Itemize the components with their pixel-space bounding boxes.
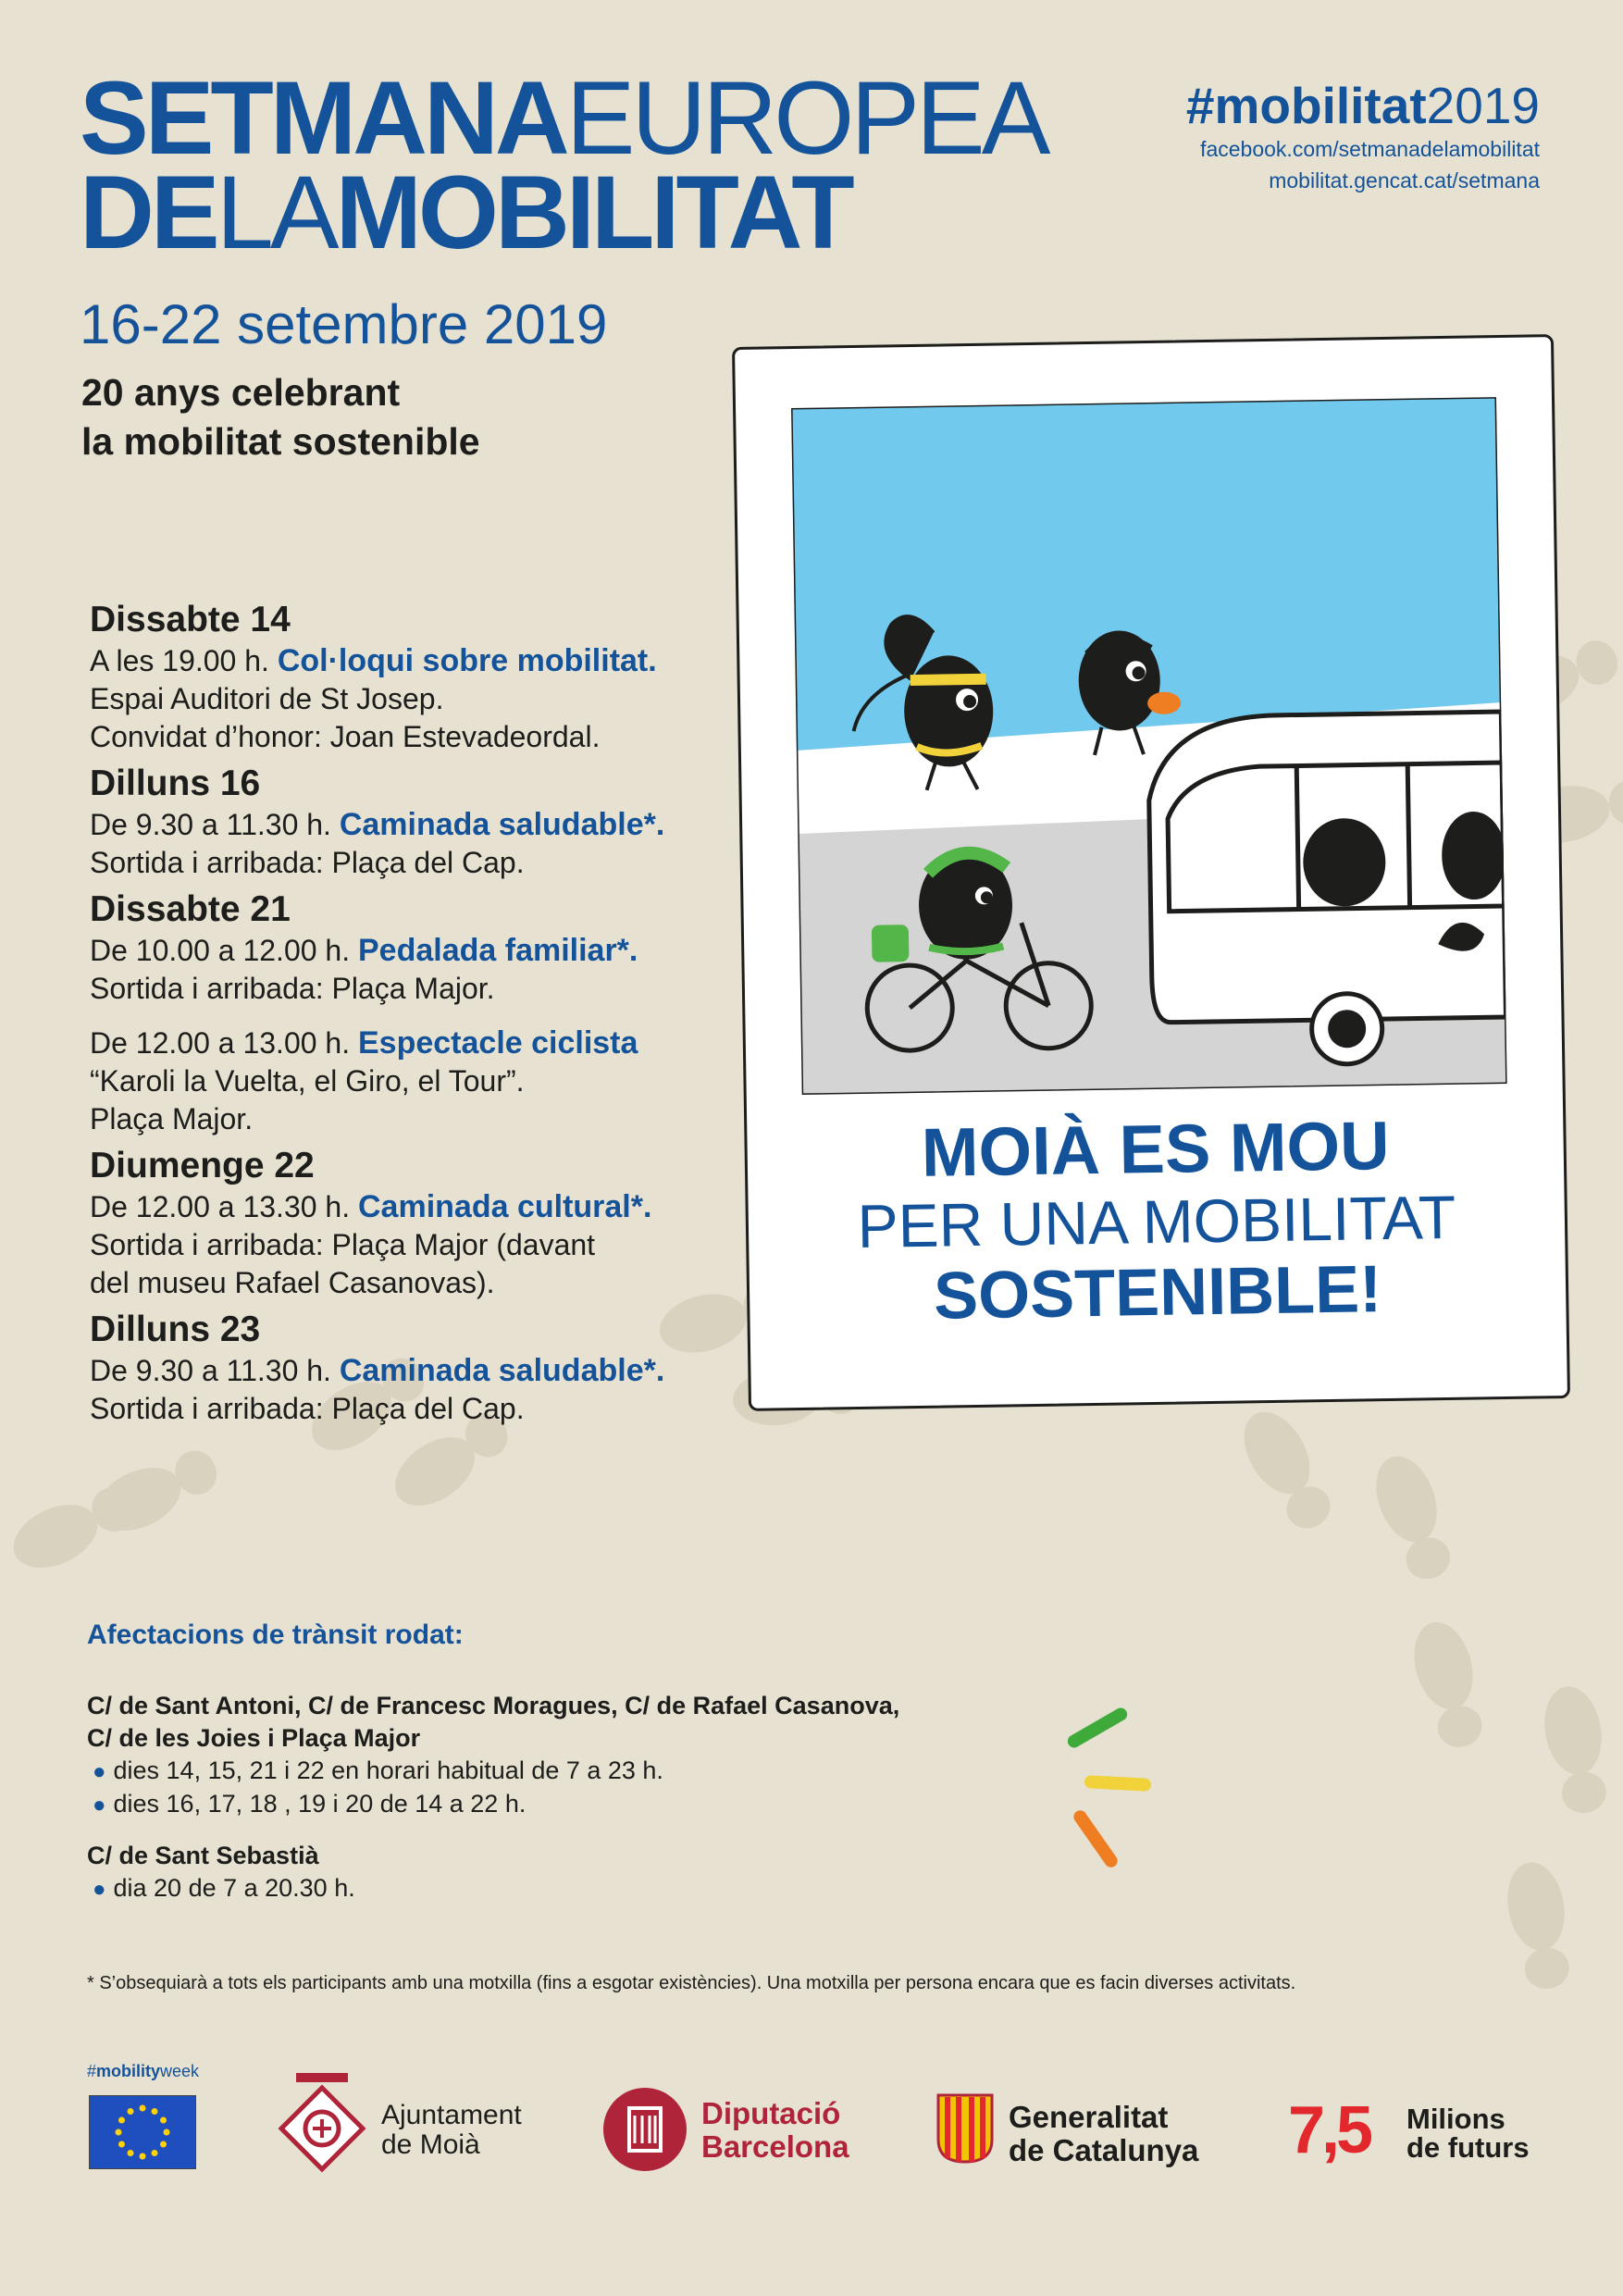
futurs-line1: Milions — [1406, 2103, 1505, 2135]
diputacio-text — [701, 2097, 849, 2164]
program-list — [90, 592, 756, 1428]
footnote: * S’obsequiarà a tots els participants amb una motxilla (fins a esgotar existències). Una motxilla per persona encara que es facin diverses activitats. — [87, 1973, 1296, 1993]
event-detail: Convidat d’honor: Joan Estevadeordal. — [90, 720, 601, 753]
eu-star — [160, 2141, 167, 2148]
event-title: Caminada saludable*. — [339, 807, 665, 842]
title-de: DE — [80, 155, 217, 270]
event-title: Pedalada familiar*. — [358, 933, 638, 968]
event-header — [90, 806, 756, 844]
title-europea: EUROPEA — [565, 60, 1047, 176]
mobilityweek-hash: # — [87, 2062, 97, 2080]
event-title: Col·loqui sobre mobilitat. — [277, 643, 657, 678]
hashtag-year: 2019 — [1426, 77, 1540, 134]
event-title: Espectacle ciclista — [358, 1025, 638, 1061]
eu-star — [118, 2141, 125, 2148]
event-time: De 9.30 a 11.30 h. — [90, 1354, 331, 1387]
event-time: A les 19.00 h. — [90, 644, 269, 677]
event-header — [90, 642, 756, 680]
title-la: LA — [216, 155, 336, 270]
mobilityweek-bold: mobility — [96, 2062, 161, 2080]
web-link[interactable]: mobilitat.gencat.cat/setmana — [1269, 168, 1540, 192]
program-day: Dilluns 23 — [90, 1309, 261, 1349]
traffic-heading: Afectacions de trànsit rodat: — [87, 1620, 464, 1650]
futurs-number: 7,5 — [1288, 2093, 1370, 2167]
traffic-bullet-text: dia 20 de 7 a 20.30 h. — [113, 1874, 355, 1902]
eu-star — [128, 2108, 134, 2115]
bus — [1147, 712, 1506, 1067]
event-detail: Espai Auditori de St Josep. — [90, 682, 444, 715]
hashtag-bold: #mobilitat — [1185, 77, 1427, 134]
traffic-streets-1: C/ de Sant Antoni, C/ de Francesc Moragues, C/ de Rafael Casanova, — [87, 1692, 900, 1719]
slogan-line2: PER UNA MOBILITAT — [857, 1182, 1456, 1261]
generalitat-line1: Generalitat — [1009, 2100, 1169, 2134]
eu-star — [118, 2117, 125, 2124]
eu-star — [140, 2153, 146, 2160]
ajuntament-moia-logo-icon — [278, 2071, 366, 2173]
event-header — [90, 1352, 756, 1390]
slogan-line1: MOIÀ ES MOU — [921, 1106, 1391, 1191]
title-setmana: SETMANA — [80, 60, 566, 176]
tagline-line1: 20 anys celebrant — [81, 371, 401, 414]
mobility-illustration — [791, 397, 1507, 1095]
traffic-bullet — [87, 1788, 1105, 1821]
generalitat-line2: de Catalunya — [1009, 2133, 1199, 2167]
eu-star — [164, 2129, 170, 2136]
event-dates: 16-22 setembre 2019 — [80, 293, 608, 355]
mobilityweek-rest: week — [160, 2062, 200, 2080]
event-title: Caminada saludable*. — [339, 1353, 665, 1388]
eu-star — [152, 2108, 158, 2115]
generalitat-text — [1009, 2101, 1198, 2167]
traffic-bullet — [87, 1755, 1105, 1788]
ajuntament-line1: Ajuntament — [381, 2100, 522, 2130]
event-detail: Sortida i arribada: Plaça del Cap. — [90, 1392, 525, 1425]
slogan — [747, 1105, 1567, 1336]
ajuntament-moia-text — [381, 2101, 522, 2160]
event-detail: Plaça Major. — [90, 1102, 254, 1136]
facebook-link[interactable]: facebook.com/setmanadelamobilitat — [1200, 137, 1540, 161]
event-detail: Sortida i arribada: Plaça del Cap. — [90, 846, 525, 879]
event-title — [80, 60, 1047, 270]
eu-star — [116, 2129, 122, 2136]
event-time: De 9.30 a 11.30 h. — [90, 808, 331, 841]
eu-star — [152, 2150, 158, 2156]
tagline — [81, 368, 480, 466]
event-header — [90, 1024, 756, 1062]
event-detail: “Karoli la Vuelta, el Giro, el Tour”. — [90, 1064, 525, 1098]
generalitat-logo-icon — [936, 2093, 994, 2164]
futurs-line2: de futurs — [1406, 2131, 1530, 2164]
photo-frame — [732, 334, 1570, 1411]
traffic-streets-2: C/ de les Joies i Plaça Major — [87, 1724, 421, 1752]
traffic-street-sebastia: C/ de Sant Sebastià — [87, 1842, 319, 1869]
mobilityweek-label — [87, 2062, 199, 2081]
program-day: Dissabte 14 — [90, 600, 291, 639]
traffic-bullet — [87, 1872, 1105, 1905]
traffic-bullet-text: dies 16, 17, 18 , 19 i 20 de 14 a 22 h. — [113, 1790, 527, 1818]
diputacio-line1: Diputació — [701, 2096, 841, 2130]
program-day: Dilluns 16 — [90, 763, 261, 803]
title-mobilitat: MOBILITAT — [335, 155, 851, 270]
event-time: De 10.00 a 12.00 h. — [90, 934, 351, 967]
program-day: Diumenge 22 — [90, 1146, 315, 1185]
bullet-icon: ● — [93, 1793, 106, 1818]
eu-flag-icon — [89, 2095, 196, 2169]
tagline-line2: la mobilitat sostenible — [81, 420, 480, 463]
bullet-icon: ● — [93, 1759, 106, 1784]
event-detail: Sortida i arribada: Plaça Major (davant — [90, 1228, 596, 1261]
event-time: De 12.00 a 13.30 h. — [90, 1190, 351, 1223]
event-detail: Sortida i arribada: Plaça Major. — [90, 972, 495, 1005]
futurs-text — [1406, 2104, 1530, 2162]
hashtag — [1186, 76, 1540, 135]
eu-star — [140, 2105, 146, 2112]
diputacio-logo-icon — [601, 2086, 688, 2173]
eu-star — [128, 2150, 134, 2156]
slogan-line3: SOSTENIBLE! — [933, 1252, 1382, 1334]
bullet-icon: ● — [93, 1877, 106, 1902]
event-header — [90, 1188, 756, 1226]
eu-star — [160, 2117, 167, 2124]
program-day: Dissabte 21 — [90, 889, 291, 929]
traffic-bullet-text: dies 14, 15, 21 i 22 en horari habitual de 7 a 23 h. — [113, 1756, 663, 1784]
event-time: De 12.00 a 13.00 h. — [90, 1026, 351, 1060]
event-title: Caminada cultural*. — [358, 1189, 652, 1224]
traffic-info — [87, 1690, 1105, 1905]
ajuntament-line2: de Moià — [381, 2129, 480, 2160]
diputacio-line2: Barcelona — [701, 2129, 849, 2164]
event-header — [90, 932, 756, 970]
event-detail: del museu Rafael Casanovas). — [90, 1266, 495, 1299]
